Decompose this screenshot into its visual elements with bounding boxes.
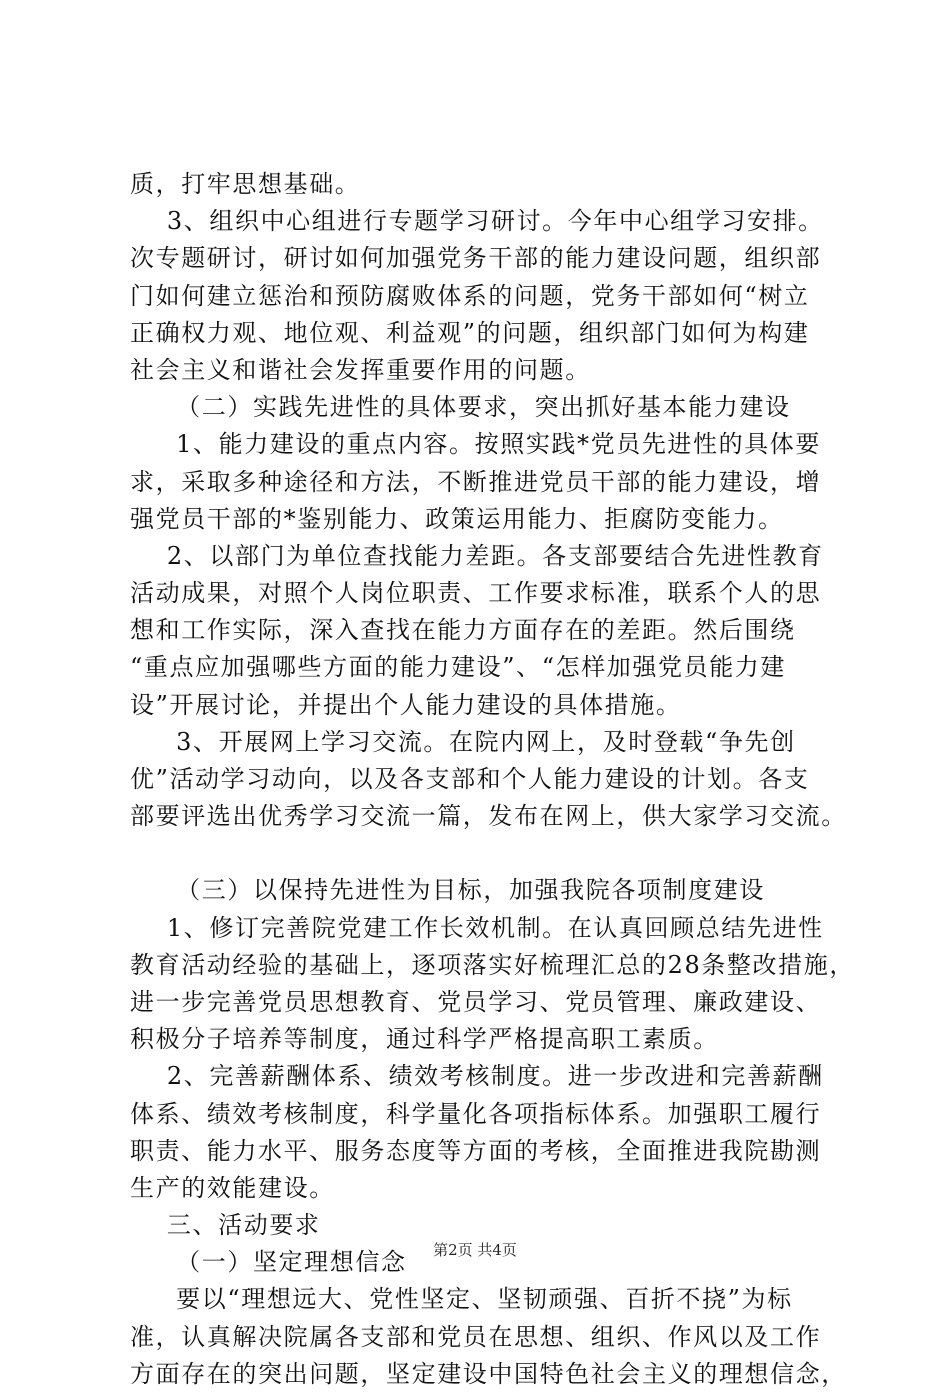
text-line: “重点应加强哪些方面的能力建设”、“怎样加强党员能力建 (130, 653, 787, 682)
text-line: 2、完善薪酬体系、绩效考核制度。进一步改进和完善薪酬 (130, 1062, 824, 1091)
text-line: 生产的效能建设。 (130, 1173, 335, 1202)
text-line: 要以“理想远大、党性坚定、坚韧顽强、百折不挠”为标 (130, 1285, 793, 1314)
text-line: （一）坚定理想信念 (130, 1248, 407, 1277)
text-line: （三）以保持先进性为目标，加强我院各项制度建设 (130, 876, 765, 905)
text-line: 门如何建立惩治和预防腐败体系的问题，党务干部如何“树立 (130, 281, 810, 310)
text-line: 想和工作实际，深入查找在能力方面存在的差距。然后围绕 (130, 616, 796, 645)
text-line: 求，采取多种途径和方法，不断推进党员干部的能力建设，增 (130, 467, 822, 496)
text-line: 进一步完善党员思想教育、党员学习、党员管理、廉政建设、 (130, 987, 822, 1016)
text-line: 优”活动学习动向，以及各支部和个人能力建设的计划。各支 (130, 765, 810, 793)
text-line: 3、组织中心组进行专题学习研讨。今年中心组学习安排。 (130, 207, 824, 236)
text-line: 设”开展讨论，并提出个人能力建设的具体措施。 (130, 690, 682, 719)
text-line: （二）实践先进性的具体要求，突出抓好基本能力建设 (130, 393, 791, 422)
text-line: 方面存在的突出问题，坚定建设中国特色社会主义的理想信念， (130, 1359, 847, 1388)
text-line: 3、开展网上学习交流。在院内网上，及时登载“争先创 (130, 727, 796, 756)
text-line: 活动成果，对照个人岗位职责、工作要求标准，联系个人的思 (130, 579, 822, 608)
paragraph-gap (130, 835, 830, 872)
text-line: 体系、绩效考核制度，科学量化各项指标体系。加强职工履行 (130, 1099, 822, 1128)
text-line: 积极分子培养等制度，通过科学严格提高职工素质。 (130, 1025, 719, 1054)
document-body (130, 166, 855, 1393)
text-line: 部要评选出优秀学习交流一篇，发布在网上，供大家学习交流。 (130, 802, 847, 831)
text-line: 质，打牢思想基础。 (130, 170, 361, 198)
text-line: 职责、能力水平、服务态度等方面的考核，全面推进我院勘测 (130, 1136, 822, 1165)
text-line: 正确权力观、地位观、利益观”的问题，组织部门如何为构建 (130, 318, 810, 347)
text-line: 三、活动要求 (130, 1211, 321, 1240)
text-line: 社会主义和谐社会发挥重要作用的问题。 (130, 355, 591, 384)
text-line: 2、以部门为单位查找能力差距。各支部要结合先进性教育 (130, 541, 824, 570)
text-line: 1、能力建设的重点内容。按照实践*党员先进性的具体要 (130, 430, 822, 459)
text-line: 次专题研讨，研讨如何加强党务干部的能力建设问题，组织部 (130, 244, 822, 273)
text-line: 教育活动经验的基础上，逐项落实好梳理汇总的28条整改措施， (130, 950, 855, 979)
text-line: 强党员干部的*鉴别能力、政策运用能力、拒腐防变能力。 (130, 504, 784, 533)
page-footer: 第2页 共4页 (433, 1241, 517, 1259)
text-line: 准，认真解决院属各支部和党员在思想、组织、作风以及工作 (130, 1322, 822, 1351)
text-line: 1、修订完善院党建工作长效机制。在认真回顾总结先进性 (130, 913, 824, 942)
